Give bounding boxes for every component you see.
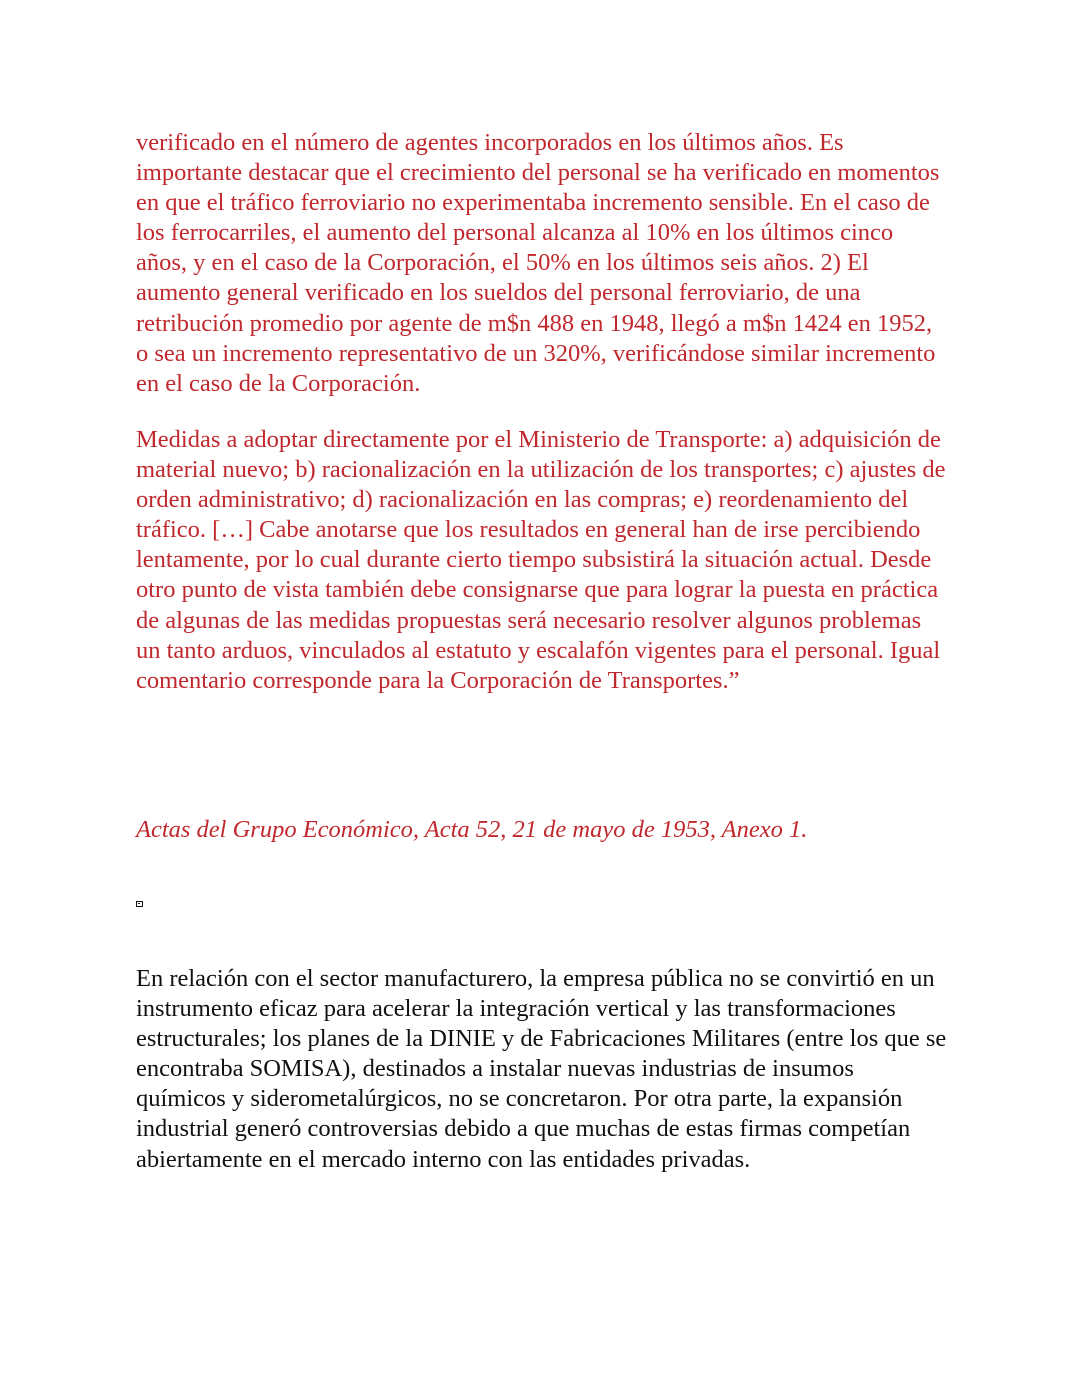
quoted-paragraph-1: verificado en el número de agentes incorporados en los últimos años. Es importante destacar que el crecimiento del personal se ha verificado en momentos en que el tráfico ferroviario no experimentaba incremento sensible. En el caso de los ferrocarriles, el aumento del personal alcanza al 10% en los últimos cinco años, y en el caso de la Corporación, el 50% en los últimos seis años. 2) El aumento general verificado en los sueldos del personal ferroviario, de una retribución promedio por agente de m$n 488 en 1948, llegó a m$n 1424 en 1952, o sea un incremento representativo de un 320%, verificándose similar incremento en el caso de la Corporación. xyxy=(136,129,940,397)
source-citation: Actas del Grupo Económico, Acta 52, 21 de mayo de 1953, Anexo 1. xyxy=(136,816,808,843)
footnote-marker-icon xyxy=(136,901,143,907)
body-paragraph-1: En relación con el sector manufacturero, la empresa pública no se convirtió en un instrumento eficaz para acelerar la integración vertical y las transformaciones estructurales; los planes de la DINIE y de Fabricaciones Militares (entre los que se encontraba SOMISA), destinados a instalar nuevas industrias de insumos químicos y siderometalúrgicos, no se concretaron. Por otra parte, la expansión industrial generó controversias debido a que muchas de estas firmas competían abiertamente en el mercado interno con las entidades privadas. xyxy=(136,965,947,1173)
quoted-paragraph-2: Medidas a adoptar directamente por el Ministerio de Transporte: a) adquisición de material nuevo; b) racionalización en la utilización de los transportes; c) ajustes de orden administrativo; d) racionalización en las compras; e) reordenamiento del tráfico. […] Cabe anotarse que los resultados en general han de irse percibiendo lentamente, por lo cual durante cierto tiempo subsistirá la situación actual. Desde otro punto de vista también debe consignarse que para lograr la puesta en práctica de algunas de las medidas propuestas será necesario resolver algunos problemas un tanto arduos, vinculados al estatuto y escalafón vigentes para el personal. Igual comentario corresponde para la Corporación de Transportes.” xyxy=(136,426,946,694)
